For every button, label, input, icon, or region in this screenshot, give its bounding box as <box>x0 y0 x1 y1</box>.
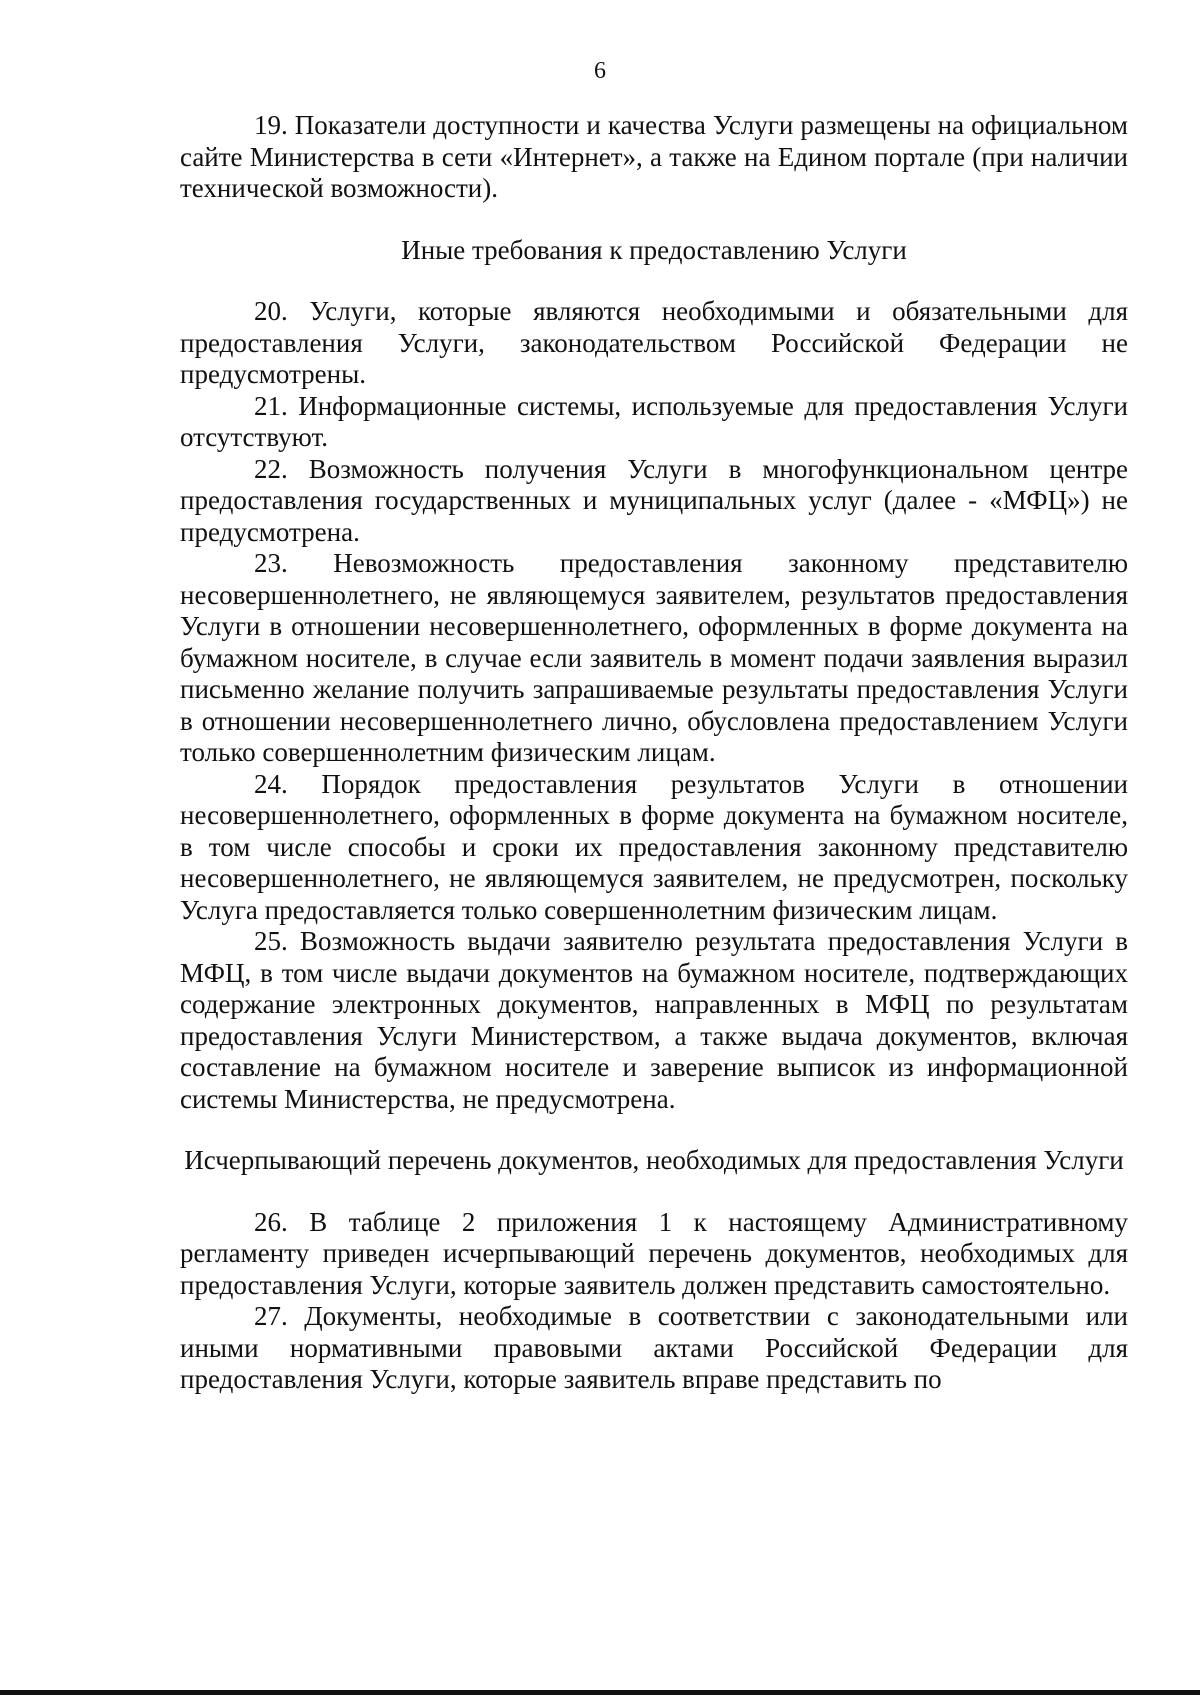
paragraph-27: 27. Документы, необходимые в соответствии с законодательными или иными нормативными правовыми актами Российской Федерации для предоставления Услуги, которые заявитель вправе представить по <box>180 1301 1128 1394</box>
document-body <box>180 110 1128 1396</box>
section-heading-documents-list: Исчерпывающий перечень документов, необходимых для предоставления Услуги <box>184 1145 1124 1175</box>
paragraph-25: 25. Возможность выдачи заявителю результата предоставления Услуги в МФЦ, в том числе выдачи документов на бумажном носителе, подтверждающих содержание электронных документов, направленных в МФЦ по результатам предоставления Услуги Министерством, а также выдача документов, включая составление на бумажном носителе и заверение выписок из информационной системы Министерства, не предусмотрена. <box>180 926 1128 1114</box>
paragraph-19: 19. Показатели доступности и качества Услуги размещены на официальном сайте Министерства в сети «Интернет», а также на Едином портале (при наличии технической возможности). <box>180 110 1128 203</box>
paragraph-20: 20. Услуги, которые являются необходимыми и обязательными для предоставления Услуги, законодательством Российской Федерации не предусмотрены. <box>180 296 1128 389</box>
paragraph-21: 21. Информационные системы, используемые для предоставления Услуги отсутствуют. <box>180 390 1128 452</box>
paragraph-24: 24. Порядок предоставления результатов Услуги в отношении несовершеннолетнего, оформленных в форме документа на бумажном носителе, в том числе способы и сроки их предоставления законному представителю несовершеннолетнего, не являющемуся заявителем, не предусмотрен, поскольку Услуга предоставляется только совершеннолетним физическим лицам. <box>180 768 1128 925</box>
page-number: 6 <box>594 58 606 84</box>
paragraph-26: 26. В таблице 2 приложения 1 к настоящему Административному регламенту приведен исчерпывающий перечень документов, необходимых для предоставления Услуги, которые заявитель должен представить самостоятельно. <box>180 1206 1128 1300</box>
section-heading-other-requirements: Иные требования к предоставлению Услуги <box>401 234 907 265</box>
paragraph-23: 23. Невозможность предоставления законному представителю несовершеннолетнего, не являющемуся заявителем, результатов предоставления Услуги в отношении несовершеннолетнего, оформленных в форме документа на бумажном носителе, в случае если заявитель в момент подачи заявления выразил письменно желание получить запрашиваемые результаты предоставления Услуги в отношении несовершеннолетнего лично, обусловлена предоставлением Услуги только совершеннолетним физическим лицам. <box>180 548 1128 767</box>
paragraph-22: 22. Возможность получения Услуги в многофункциональном центре предоставления государственных и муниципальных услуг (далее - «МФЦ») не предусмотрена. <box>180 453 1128 547</box>
bottom-edge-rule <box>0 1690 1200 1695</box>
